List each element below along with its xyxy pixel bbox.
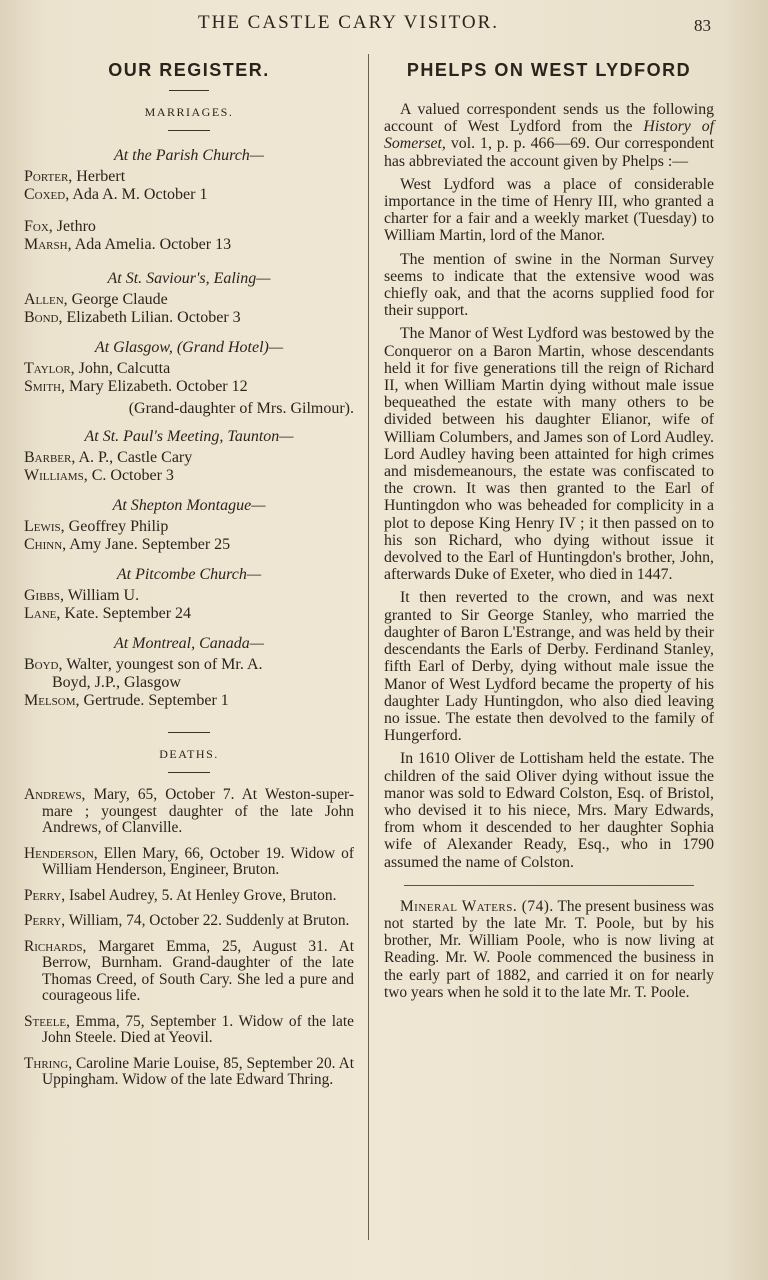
article-title: PHELPS ON WEST LYDFORD [406,60,692,80]
venue-montreal: At Montreal, Canada— [113,635,265,652]
article-paragraph-2: West Lydford was a place of considerable importance in the time of Henry III, who granted a charter for a fair and a weekly market (Tuesday) to William Martin, lord of the Manor. [384,175,714,245]
article-paragraph-1: A valued correspondent sends us the following account of West Lydford from the History of Somerset, vol. 1, p. p. 466—69. Our correspondent has abbreviated the account given by Phelps :— [384,101,714,170]
groom-line: Barber, A. P., Castle Cary [24,449,193,466]
running-head [0,10,768,40]
death-richards: Richards, Margaret Emma, 25, August 31. At Berrow, Burnham. Grand-daughter of the late Thomas Creed, of South Cary. She led a pure and courageous life. [24,937,354,1004]
death-steele: Steele, Emma, 75, September 1. Widow of the late John Steele. Died at Yeovil. [24,1012,354,1046]
venue-st-saviours: At St. Saviour's, Ealing— [107,270,271,287]
bride-line: Coxed, Ada A. M. October 1 [24,186,208,203]
venue-shepton-montague: At Shepton Montague— [112,497,266,514]
bride-line: Melsom, Gertrude. September 1 [24,692,229,709]
bride-line: Williams, C. October 3 [24,467,174,484]
groom-line-continued: Boyd, J.P., Glasgow [52,674,181,691]
marriage-boyd-melsom [24,656,354,710]
bride-line: Smith, Mary Elizabeth. October 12 [24,378,248,395]
glasgow-note: (Grand-daughter of Mrs. Gilmour). [128,400,354,417]
marriage-fox-marsh [24,218,354,254]
death-perry-isabel: Perry, Isabel Audrey, 5. At Henley Grove, Bruton. [24,886,337,904]
deaths-subrule [168,772,210,773]
register-column [24,60,354,1098]
venue-glasgow: At Glasgow, (Grand Hotel)— [94,339,284,356]
title-rule [169,90,209,91]
death-thring: Thring, Caroline Marie Louise, 85, September 20. At Uppingham. Widow of the late Edward Thring. [24,1054,354,1088]
venue-pitcombe-church: At Pitcombe Church— [116,566,262,583]
marriage-taylor-smith [24,360,354,418]
death-perry-william: Perry, William, 74, October 22. Suddenly at Bruton. [24,912,350,929]
bride-line: Marsh, Ada Amelia. October 13 [24,236,232,253]
marriage-barber-williams [24,449,354,485]
groom-line: Boyd, Walter, youngest son of Mr. A. [24,656,263,673]
death-andrews: Andrews, Mary, 65, October 7. At Weston-super-mare ; youngest daughter of the late John Andrews, of Clanville. [24,786,354,836]
column-divider [368,54,369,1240]
marriage-gibbs-lane [24,587,354,623]
marriage-lewis-chinn [24,518,354,554]
groom-line: Taylor, John, Calcutta [24,360,171,377]
article-paragraph-6: In 1610 Oliver de Lottisham held the estate. The children of the said Oliver dying without issue the manor was sold to Edward Colston, Esq. of Bristol, who devised it to his niece, Mrs. Mary Edwards, from whom it descended to her daughter Sophia wife of Alexander Ready, Esq., who in 1790 assumed the name of Colston. [384,750,714,871]
article-column [384,60,714,1001]
groom-line: Allen, George Claude [24,291,168,308]
section-rule [404,885,694,886]
venue-st-pauls-meeting: At St. Paul's Meeting, Taunton— [84,428,294,445]
marriage-allen-bond [24,291,354,327]
death-henderson: Henderson, Ellen Mary, 66, October 19. Widow of William Henderson, Engineer, Bruton. [24,844,354,878]
bride-line: Lane, Kate. September 24 [24,605,192,622]
running-title: THE CASTLE CARY VISITOR. [198,12,500,33]
groom-line: Porter, Herbert [24,168,126,185]
mineral-waters-note: Mineral Waters. (74). The present business was not started by the late Mr. T. Poole, but by his brother, Mr. William Poole, who is now living at Reading. Mr. W. Poole commenced the business in the early part of 1882, and carried it on for nearly two years when he sold it to the late Mr. T. Poole. [384,897,714,1001]
groom-line: Fox, Jethro [24,218,96,235]
bride-line: Bond, Elizabeth Lilian. October 3 [24,309,241,326]
article-paragraph-5: It then reverted to the crown, and was next granted to Sir George Stanley, who married the daughter of Baron L'Estrange, and was held by their descendants the Earls of Derby. Ferdinand Stanley, fifth Earl of Derby, dying without male issue the Manor of West Lydford became the property of his daughter Lady Huntingdon, who also died leaving no issue. The estate then devolved to the family of Hungerford. [384,589,714,745]
deaths-rule [168,732,210,733]
article-paragraph-3: The mention of swine in the Norman Survey seems to indicate that the extensive wood was chiefly oak, and that the acorns supplied food for their support. [384,250,714,320]
groom-line: Lewis, Geoffrey Philip [24,518,169,535]
marriages-rule [168,130,210,131]
article-paragraph-4: The Manor of West Lydford was bestowed by the Conqueror on a Baron Martin, whose descendants held it for five generations till the reign of Richard II, when William Martin dying without male issue bequeathed the estate with many others to be divided between his daughter Elianor, wife of William Columbers, and James son of Lord Audley. Lord Audley having been attainted for high crimes and misdemeanours, the estate was confiscated to the crown. It was then granted to the Earl of Huntingdon who was beheaded for complicity in a plot to depose King Henry IV ; it then passed on to his son Richard, who dying without issue it devolved to the Earl of Huntingdon's brother, John, afterwards Duke of Exeter, who died in 1447. [384,325,714,584]
page-number: 83 [694,16,711,35]
marriages-heading: MARRIAGES. [144,105,234,119]
groom-line: Gibbs, William U. [24,587,140,604]
venue-parish-church: At the Parish Church— [113,147,265,164]
register-title: OUR REGISTER. [108,60,270,80]
marriage-porter-coxed [24,168,354,204]
bride-line: Chinn, Amy Jane. September 25 [24,536,231,553]
deaths-heading: DEATHS. [159,747,219,761]
